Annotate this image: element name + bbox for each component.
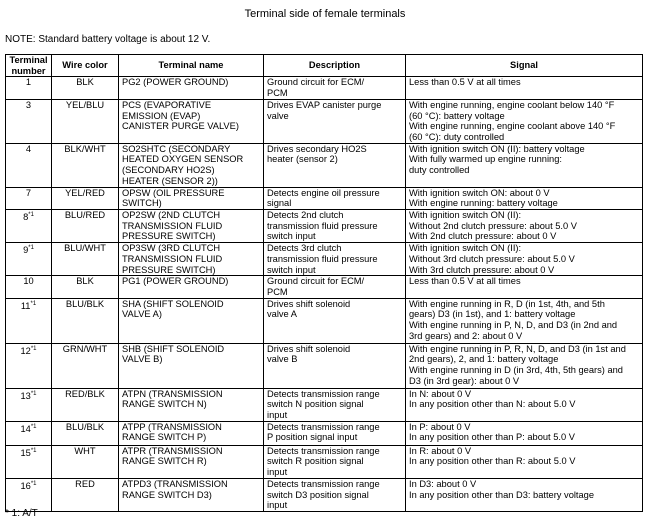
terminal-number-cell xyxy=(6,388,52,421)
voltage-note: NOTE: Standard battery voltage is about 12 V. xyxy=(5,34,211,45)
table-row xyxy=(6,388,643,421)
terminal-number: 11 xyxy=(20,300,31,311)
description-cell: Detects transmission range switch R position signal input xyxy=(264,445,406,478)
wire-color-cell: GRN/WHT xyxy=(52,343,119,388)
terminal-number: 1 xyxy=(25,77,32,88)
footnote-marker: *1 xyxy=(28,212,34,219)
signal-cell: In D3: about 0 V In any position other than D3: battery voltage xyxy=(406,478,643,511)
signal-cell: In N: about 0 V In any position other than N: about 5.0 V xyxy=(406,388,643,421)
description-cell: Drives EVAP canister purge valve xyxy=(264,99,406,143)
terminal-number: 10 xyxy=(23,276,34,287)
terminal-name-cell: PG2 (POWER GROUND) xyxy=(119,77,264,99)
footnote-marker: *1 xyxy=(30,480,37,487)
terminal-number-cell xyxy=(6,77,52,99)
terminal-name-cell: SO2SHTC (SECONDARY HEATED OXYGEN SENSOR (SECONDARY HO2S) HEATER (SENSOR 2)) xyxy=(119,143,264,187)
terminal-name-cell: PCS (EVAPORATIVE EMISSION (EVAP) CANISTER PURGE VALVE) xyxy=(119,99,264,143)
terminal-name-cell: OP3SW (3RD CLUTCH TRANSMISSION FLUID PRESSURE SWITCH) xyxy=(119,243,264,276)
table-row xyxy=(6,421,643,445)
description-cell: Ground circuit for ECM/ PCM xyxy=(264,276,406,298)
signal-cell: With engine running in R, D (in 1st, 4th, and 5th gears) D3 (in 1st), and 1: battery voltage With engine running in P, N, D, and D3 (in 2nd and 3rd gears) and 2: about 0 V xyxy=(406,298,643,343)
table-row xyxy=(6,298,643,343)
terminal-number: 14 xyxy=(20,423,31,434)
terminal-number: 7 xyxy=(25,187,32,198)
terminal-name-cell: OP2SW (2ND CLUTCH TRANSMISSION FLUID PRESSURE SWITCH) xyxy=(119,210,264,243)
table-row xyxy=(6,143,643,187)
description-cell: Detects 2nd clutch transmission fluid pressure switch input xyxy=(264,210,406,243)
table-row xyxy=(6,187,643,209)
table-row xyxy=(6,445,643,478)
wire-color-cell: BLK/WHT xyxy=(52,143,119,187)
signal-cell: With engine running, engine coolant below 140 °F (60 °C): battery voltage With engine running, engine coolant above 140 °F (60 °C): duty controlled xyxy=(406,99,643,143)
footnote: * 1: A/T xyxy=(5,508,38,519)
footnote-marker: *1 xyxy=(30,345,37,352)
table-row xyxy=(6,478,643,511)
signal-cell: With ignition switch ON (II): Without 3rd clutch pressure: about 5.0 V With 3rd clutch pressure: about 0 V xyxy=(406,243,643,276)
header-description: Description xyxy=(264,55,406,77)
terminal-number: 3 xyxy=(25,99,32,110)
header-terminal-name: Terminal name xyxy=(119,55,264,77)
terminal-number-cell xyxy=(6,143,52,187)
wire-color-cell: BLU/WHT xyxy=(52,243,119,276)
terminal-number-cell xyxy=(6,343,52,388)
terminal-number-cell xyxy=(6,421,52,445)
wire-color-cell: RED xyxy=(52,478,119,511)
table-row xyxy=(6,276,643,298)
signal-cell: With ignition switch ON: about 0 V With engine running: battery voltage xyxy=(406,187,643,209)
terminal-name-cell: PG1 (POWER GROUND) xyxy=(119,276,264,298)
description-cell: Detects transmission range P position signal input xyxy=(264,421,406,445)
terminal-name-cell: ATPD3 (TRANSMISSION RANGE SWITCH D3) xyxy=(119,478,264,511)
description-cell: Drives shift solenoid valve A xyxy=(264,298,406,343)
signal-cell: With ignition switch ON (II): battery voltage With fully warmed up engine running: duty controlled xyxy=(406,143,643,187)
terminal-number: 12 xyxy=(20,345,31,356)
signal-cell: Less than 0.5 V at all times xyxy=(406,276,643,298)
description-cell: Ground circuit for ECM/ PCM xyxy=(264,77,406,99)
terminal-number: 4 xyxy=(25,143,32,154)
table-row xyxy=(6,210,643,243)
terminal-name-cell: SHB (SHIFT SOLENOID VALVE B) xyxy=(119,343,264,388)
terminal-number: 9 xyxy=(23,245,29,256)
footnote-marker: *1 xyxy=(30,390,37,397)
page-title: Terminal side of female terminals xyxy=(244,8,406,20)
wire-color-cell: BLU/RED xyxy=(52,210,119,243)
footnote-marker: *1 xyxy=(30,423,37,430)
table-header-row xyxy=(6,55,643,77)
table-row xyxy=(6,343,643,388)
wire-color-cell: WHT xyxy=(52,445,119,478)
terminal-number-cell xyxy=(6,210,52,243)
terminal-number: 13 xyxy=(20,390,31,401)
description-cell: Drives secondary HO2S heater (sensor 2) xyxy=(264,143,406,187)
terminal-name-cell: ATPP (TRANSMISSION RANGE SWITCH P) xyxy=(119,421,264,445)
terminal-number-cell xyxy=(6,445,52,478)
terminal-number: 15 xyxy=(20,447,31,458)
terminal-number-cell xyxy=(6,276,52,298)
header-signal: Signal xyxy=(406,55,643,77)
terminal-name-cell: SHA (SHIFT SOLENOID VALVE A) xyxy=(119,298,264,343)
table-row xyxy=(6,77,643,99)
terminal-number-cell xyxy=(6,187,52,209)
footnote-marker: *1 xyxy=(30,447,37,454)
terminal-number: 16 xyxy=(20,480,31,491)
description-cell: Detects engine oil pressure signal xyxy=(264,187,406,209)
description-cell: Detects transmission range switch D3 position signal input xyxy=(264,478,406,511)
header-wire-color: Wire color xyxy=(52,55,119,77)
terminal-name-cell: ATPR (TRANSMISSION RANGE SWITCH R) xyxy=(119,445,264,478)
description-cell: Detects 3rd clutch transmission fluid pressure switch input xyxy=(264,243,406,276)
wire-color-cell: YEL/RED xyxy=(52,187,119,209)
terminal-number-cell xyxy=(6,298,52,343)
wire-color-cell: BLU/BLK xyxy=(52,298,119,343)
wire-color-cell: YEL/BLU xyxy=(52,99,119,143)
wire-color-cell: BLK xyxy=(52,276,119,298)
footnote-marker: *1 xyxy=(30,300,37,307)
signal-cell: Less than 0.5 V at all times xyxy=(406,77,643,99)
wire-color-cell: RED/BLK xyxy=(52,388,119,421)
wire-color-cell: BLK xyxy=(52,77,119,99)
terminal-number-cell xyxy=(6,243,52,276)
terminal-number-cell xyxy=(6,99,52,143)
wire-color-cell: BLU/BLK xyxy=(52,421,119,445)
signal-cell: With engine running in P, R, N, D, and D3 (in 1st and 2nd gears), 2, and 1: battery voltage With engine running in D (in 3rd, 4th, 5th gears) and D3 (in 3rd gear): about 0 V xyxy=(406,343,643,388)
table-row xyxy=(6,243,643,276)
footnote-marker: *1 xyxy=(28,245,34,252)
table-row xyxy=(6,99,643,143)
signal-cell: In P: about 0 V In any position other than P: about 5.0 V xyxy=(406,421,643,445)
terminal-name-cell: OPSW (OIL PRESSURE SWITCH) xyxy=(119,187,264,209)
terminal-name-cell: ATPN (TRANSMISSION RANGE SWITCH N) xyxy=(119,388,264,421)
terminal-number-cell xyxy=(6,478,52,511)
description-cell: Drives shift solenoid valve B xyxy=(264,343,406,388)
description-cell: Detects transmission range switch N position signal input xyxy=(264,388,406,421)
terminal-number: 8 xyxy=(23,212,29,223)
signal-cell: In R: about 0 V In any position other than R: about 5.0 V xyxy=(406,445,643,478)
signal-cell: With ignition switch ON (II): Without 2nd clutch pressure: about 5.0 V With 2nd clutch pressure: about 0 V xyxy=(406,210,643,243)
header-terminal-number: Terminal number xyxy=(6,55,52,77)
terminal-table xyxy=(5,54,643,512)
